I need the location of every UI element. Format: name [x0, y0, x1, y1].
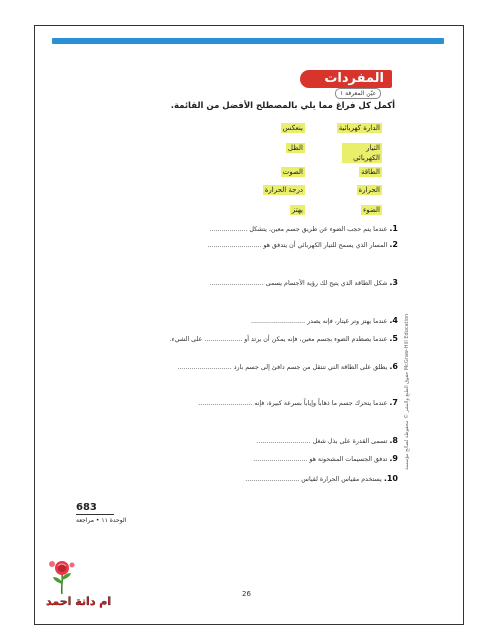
question-text: شكل الطاقة الذي يتيح لك رؤية الأجسام يسمى ...........................	[209, 280, 388, 287]
term-shadow: الظل	[287, 144, 303, 152]
header-subtitle: عيّن المعرفة ١	[335, 88, 381, 99]
question-text: يستخدم مقياس الحرارة لقياس ...........................	[245, 476, 382, 483]
term-heat: الحرارة	[358, 186, 380, 194]
page-code: 683	[76, 502, 97, 513]
term-sound: الصوت	[282, 168, 303, 176]
question-text: عندما يتم حجب الضوء عن طريق جسم معين، يتشكل ...................	[209, 226, 388, 233]
question-1	[150, 224, 398, 235]
question-number: 3.	[389, 278, 398, 287]
vocabulary-header	[300, 70, 392, 88]
rose-logo-icon	[42, 556, 82, 596]
unit-label: الوحدة ١١ • مراجعة	[76, 517, 127, 524]
question-text: عندما يتحرك جسم ما ذهاباً وإياباً بسرعة كبيرة، فإنه ...........................	[198, 400, 388, 407]
question-number: 5.	[389, 334, 398, 343]
question-text: يطلق على الطاقة التي تنتقل من جسم دافئ إلى جسم بارد ...........................	[177, 364, 388, 371]
instruction-text: أكمل كل فراغ مما يلي بالمصطلح الأفضل من القائمة.	[170, 101, 395, 111]
question-text: تدفق الجسيمات المشحونة هو ...........................	[253, 456, 388, 463]
page-code-underline	[76, 514, 114, 515]
question-text: عندما يصطدم الضوء بجسم معين، فإنه يمكن أن يرتد أو ................... على الشيء.	[169, 336, 388, 343]
term-vibrates: يهتز	[291, 206, 303, 214]
question-3	[150, 278, 398, 289]
question-4	[150, 316, 398, 327]
question-8	[150, 436, 398, 447]
question-10	[150, 474, 398, 485]
question-text: تسمى القدرة على بذل شغل ...........................	[256, 438, 388, 445]
question-7	[150, 398, 398, 409]
question-text: المسار الذي يسمح للتيار الكهربائي أن يتدفق هو ...........................	[207, 242, 388, 249]
question-number: 4.	[389, 316, 398, 325]
term-energy: الطاقة	[360, 168, 380, 176]
copyright-side-text: حقوق الطبع والنشر © محفوظة لصالح مؤسسة McGraw-Hill Education	[404, 313, 410, 470]
term-electric-current: التيار الكهربائي	[342, 143, 382, 163]
question-number: 7.	[389, 398, 398, 407]
question-5	[150, 334, 398, 345]
term-reflects: ينعكس	[282, 124, 303, 132]
page-number: 26	[242, 590, 251, 598]
term-light: الضوء	[362, 206, 380, 214]
question-number: 8.	[389, 436, 398, 445]
term-electric-circuit: الدارة كهربائية	[338, 124, 380, 132]
logo-text: ام دانة احمد	[46, 595, 112, 608]
question-text: عندما يهتز وتر غيتار، فإنه يصدر ...........................	[251, 318, 388, 325]
question-number: 2.	[389, 240, 398, 249]
term-temperature: درجة الحرارة	[264, 186, 303, 194]
top-accent-bar	[52, 38, 444, 44]
question-2	[150, 240, 398, 251]
header-title: المفردات	[324, 71, 384, 86]
question-6	[150, 362, 398, 373]
question-number: 1.	[389, 224, 398, 233]
question-9	[150, 454, 398, 465]
question-number: 9.	[389, 454, 398, 463]
question-number: 6.	[389, 362, 398, 371]
question-number: 10.	[383, 474, 398, 483]
